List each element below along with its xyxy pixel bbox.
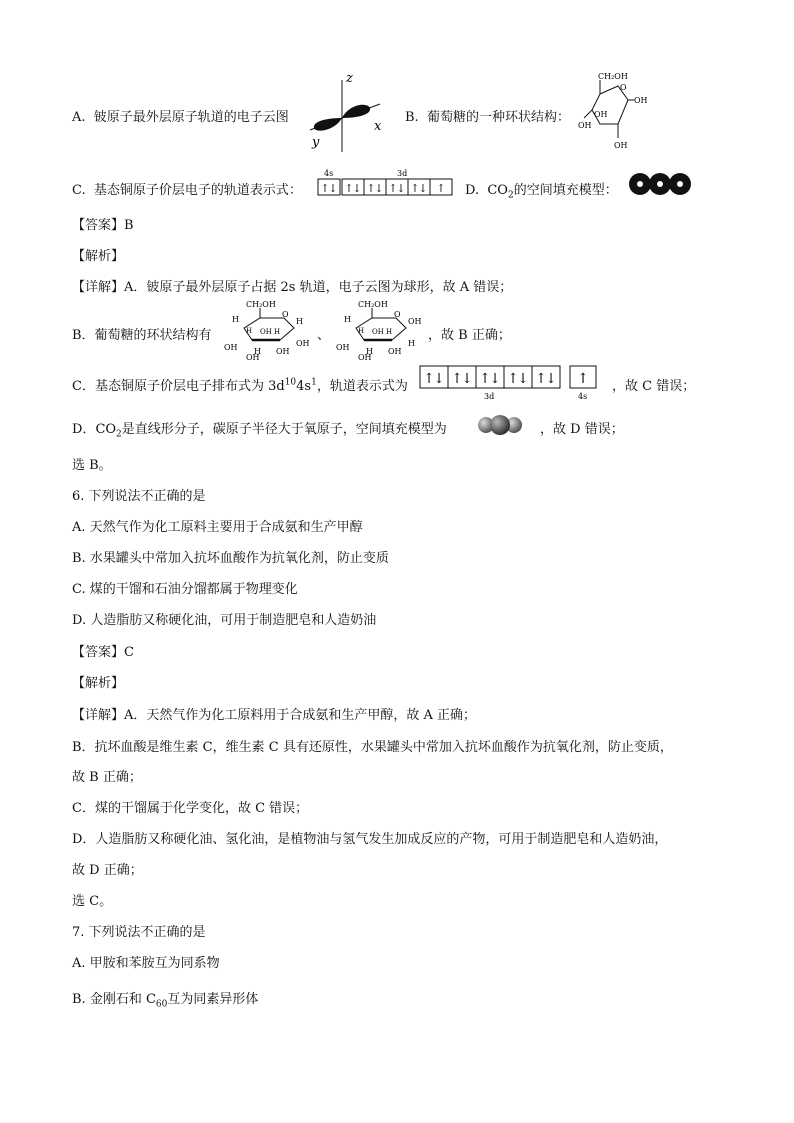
svg-text:OH: OH <box>614 141 628 150</box>
svg-text:↓: ↓ <box>418 182 428 195</box>
svg-text:H: H <box>274 328 281 336</box>
q5-detail-b-prefix: B．葡萄糖的环状结构有 <box>72 328 212 343</box>
q6-option-b: B. 水果罐头中常加入抗坏血酸作为抗氧化剂，防止变质 <box>72 551 389 566</box>
glucose-ring-structure <box>578 70 648 154</box>
axis-z-label: z <box>346 72 353 86</box>
q6-option-c: C. 煤的干馏和石油分馏都属于物理变化 <box>72 582 298 597</box>
q6-detail-c: C．煤的干馏属于化学变化，故 C 错误； <box>72 801 309 816</box>
q7-option-b: B. 金刚石和 $C_{60}$互为同素异形体 <box>72 992 259 1010</box>
q5-analysis-label: 【解析】 <box>72 249 125 264</box>
svg-text:H: H <box>254 347 261 356</box>
svg-text:OH: OH <box>336 343 350 352</box>
svg-text:O: O <box>282 310 289 319</box>
svg-text:OH: OH <box>296 339 310 348</box>
svg-text:↓: ↓ <box>396 182 406 195</box>
svg-text:OH: OH <box>634 96 648 105</box>
svg-text:↑: ↑ <box>410 182 420 195</box>
q6-detail-d-line2: 故 D 正确； <box>72 863 143 878</box>
axis-y-label: y <box>312 135 320 150</box>
svg-text:4s: 4s <box>578 392 588 401</box>
q5-option-a: A. 铍原子最外层原子轨道的电子云图 <box>72 110 289 125</box>
q5-detail-c: C．基态铜原子价层电子排布式为 $3d^{10}4s^1$，轨道表示式为 <box>72 377 408 394</box>
svg-text:OH: OH <box>276 347 290 356</box>
svg-text:↑: ↑ <box>436 182 446 195</box>
axis-x-label: x <box>374 119 382 134</box>
svg-text:↓: ↓ <box>545 371 557 387</box>
svg-text:↓: ↓ <box>433 371 445 387</box>
svg-text:H: H <box>344 315 351 324</box>
svg-text:↑: ↑ <box>366 182 376 195</box>
svg-text:H: H <box>246 327 253 335</box>
svg-text:H: H <box>408 339 415 348</box>
svg-text:4s: 4s <box>324 169 334 178</box>
q6-detail-d-line1: D．人造脂肪又称硬化油、氢化油，是植物油与氢气发生加成反应的产物，可用于制造肥皂和人造奶油， <box>72 832 668 847</box>
q5-detail-d-suffix: ，故 D 错误； <box>540 422 624 437</box>
svg-text:H: H <box>386 328 393 336</box>
q5-conclusion: 选 B。 <box>72 458 112 473</box>
svg-text:↑: ↑ <box>451 371 463 387</box>
svg-text:OH: OH <box>388 347 402 356</box>
q5-detail-b-suffix: ，故 B 正确； <box>428 328 511 343</box>
svg-text:H: H <box>366 347 373 356</box>
q6-detail-a: 【详解】A．天然气作为化工原料用于合成氨和生产甲醇，故 A 正确； <box>72 708 477 723</box>
svg-text:↑: ↑ <box>507 371 519 387</box>
glucose-haworth-beta <box>334 298 424 362</box>
q6-option-a: A. 天然气作为化工原料主要用于合成氨和生产甲醇 <box>72 520 363 535</box>
svg-text:3d: 3d <box>484 392 495 401</box>
svg-text:O: O <box>394 310 401 319</box>
svg-text:O: O <box>620 83 627 92</box>
q6-stem: 6. 下列说法不正确的是 <box>72 489 206 504</box>
svg-text:↑: ↑ <box>344 182 354 195</box>
q6-detail-b-line2: 故 B 正确； <box>72 770 142 785</box>
glucose-haworth-alpha <box>222 298 312 362</box>
svg-text:CH₂OH: CH₂OH <box>358 300 388 309</box>
svg-text:OH: OH <box>594 110 608 119</box>
svg-text:OH: OH <box>246 353 260 362</box>
svg-text:OH: OH <box>224 343 238 352</box>
orbital-diagram-option-c <box>315 168 457 198</box>
svg-text:↑: ↑ <box>320 182 330 195</box>
q7-stem: 7. 下列说法不正确的是 <box>72 925 206 940</box>
svg-text:↓: ↓ <box>461 371 473 387</box>
q5-detail-c-suffix: ，故 C 错误； <box>612 379 696 394</box>
q7-option-a: A. 甲胺和苯胺互为同系物 <box>72 956 220 971</box>
q6-option-d: D. 人造脂肪又称硬化油，可用于制造肥皂和人造奶油 <box>72 613 377 628</box>
svg-text:↑: ↑ <box>577 371 589 387</box>
svg-text:H: H <box>232 315 239 324</box>
svg-text:↓: ↓ <box>489 371 501 387</box>
svg-text:OH: OH <box>260 328 272 336</box>
svg-text:↓: ↓ <box>328 182 338 195</box>
svg-text:↑: ↑ <box>388 182 398 195</box>
q5-option-d: D. $CO_2$的空间填充模型： <box>465 183 618 201</box>
orbital-diagram-detail-c <box>418 364 600 402</box>
svg-text:↓: ↓ <box>517 371 529 387</box>
co2-space-filling-correct <box>476 413 524 437</box>
svg-text:↑: ↑ <box>479 371 491 387</box>
q6-detail-b-line1: B．抗坏血酸是维生素 C，维生素 C 具有还原性，水果罐头中常加入抗坏血酸作为抗氧化剂，防止变质， <box>72 740 673 755</box>
svg-text:CH₂OH: CH₂OH <box>246 300 276 309</box>
q5-option-c: C. 基态铜原子价层电子的轨道表示式： <box>72 183 302 198</box>
svg-text:OH: OH <box>372 328 384 336</box>
q5-option-b: B. 葡萄糖的一种环状结构： <box>405 110 570 125</box>
svg-text:OH: OH <box>408 317 422 326</box>
svg-text:↑: ↑ <box>535 371 547 387</box>
svg-text:CH₂OH: CH₂OH <box>598 72 628 81</box>
q6-answer: 【答案】C <box>72 645 134 660</box>
svg-text:↓: ↓ <box>374 182 384 195</box>
q5-detail-b-sep: 、 <box>317 328 331 343</box>
q6-conclusion: 选 C。 <box>72 894 113 909</box>
svg-text:↑: ↑ <box>423 371 435 387</box>
q5-answer: 【答案】B <box>72 218 134 233</box>
svg-text:OH: OH <box>578 121 592 130</box>
svg-text:OH: OH <box>358 353 372 362</box>
q5-detail-a: 【详解】A．铍原子最外层原子占据 2s 轨道，电子云图为球形，故 A 错误； <box>72 280 513 295</box>
q5-detail-d: D．$CO_2$是直线形分子，碳原子半径大于氧原子，空间填充模型为 <box>72 422 447 440</box>
co2-space-filling-option-d <box>628 172 692 196</box>
svg-text:H: H <box>358 327 365 335</box>
q6-analysis-label: 【解析】 <box>72 676 125 691</box>
svg-text:H: H <box>296 317 303 326</box>
svg-text:3d: 3d <box>397 169 408 178</box>
svg-text:↓: ↓ <box>352 182 362 195</box>
electron-cloud-diagram <box>300 72 390 154</box>
